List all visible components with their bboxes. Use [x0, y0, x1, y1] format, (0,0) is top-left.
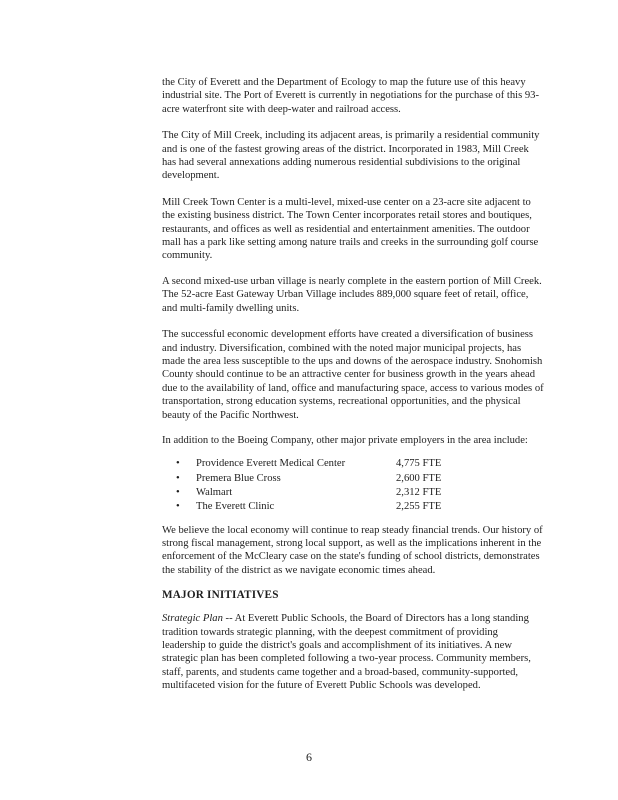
list-item: [162, 472, 544, 486]
section-heading: MAJOR INITIATIVES: [162, 589, 279, 602]
bullet-icon: •: [176, 472, 180, 484]
paragraph-mill-creek: The City of Mill Creek, including its adjacent areas, is primarily a residential community and is one of the fastest growing areas of the district. Incorporated in 1983, Mill Creek has had several annexations adding numerous residential subdivisions to the original development.: [162, 130, 540, 182]
list-item: [162, 500, 544, 514]
employer-name: Providence Everett Medical Center: [196, 458, 346, 470]
page-number: 6: [306, 750, 312, 764]
paragraph-urban-village: A second mixed-use urban village is nearly complete in the eastern portion of Mill Creek. The 52-acre East Gateway Urban Village includes 889,000 square feet of retail, office, and multi-family dwelling units.: [162, 275, 542, 314]
paragraph-port-of-everett: the City of Everett and the Department of Ecology to map the future use of this heavy industrial site. The Port of Everett is currently in negotiations for the purchase of this 93-acre waterfront site with deep-water and railroad access.: [162, 77, 539, 115]
bullet-icon: •: [176, 486, 180, 498]
strategic-plan-text: -- At Everett Public Schools, the Board of Directors has a long standing tradition towards strategic planning, with the deepest commitment of providing leadership to guide the district's goals and accomplishment of its initiatives. A new strategic plan has been completed following a two-year process. Community members, staff, parents, and students came together and a broad-based, community-supported, multifaceted vision for the future of Everett Public Schools was developed.: [162, 613, 531, 692]
employer-fte: 4,775 FTE: [396, 458, 442, 470]
document-body: [162, 76, 544, 693]
employer-name: The Everett Clinic: [196, 501, 275, 513]
bullet-icon: •: [176, 458, 180, 470]
bullet-icon: •: [176, 501, 180, 513]
list-item: [162, 486, 544, 500]
employers-list: [162, 457, 544, 514]
employer-fte: 2,255 FTE: [396, 501, 442, 513]
employer-fte: 2,600 FTE: [396, 472, 442, 484]
strategic-plan-title: Strategic Plan: [162, 613, 223, 625]
employer-name: Premera Blue Cross: [196, 472, 281, 484]
paragraph-economic-outlook: We believe the local economy will continue to reap steady financial trends. Our history of strong fiscal management, strong local support, as well as the implications inherent in the enforcement of the McCleary case on the state's funding of school districts, demonstrates the stability of the district as we navigate economic times ahead.: [162, 524, 543, 576]
paragraph-employers-intro: In addition to the Boeing Company, other major private employers in the area include:: [162, 434, 528, 446]
employer-name: Walmart: [196, 486, 233, 498]
employer-fte: 2,312 FTE: [396, 486, 442, 498]
paragraph-economic-development: The successful economic development efforts have created a diversification of business and industry. Diversification, combined with the noted major municipal projects, has made the area less susceptible to the ups and downs of the aerospace industry. Snohomish County should continue to be an attractive center for business growth in the years ahead due to the availability of land, office and manufacturing space, access to various modes of transportation, strong education systems, recreational opportunities, and the physical beauty of the Pacific Northwest.: [162, 329, 544, 421]
list-item: [162, 457, 544, 471]
paragraph-town-center: Mill Creek Town Center is a multi-level, mixed-use center on a 23-acre site adjacent to the existing business district. The Town Center incorporates retail stores and boutiques, restaurants, and offices as well as residential and entertainment amenities. The outdoor mall has a park like setting among nature trails and creeks in the surrounding golf course community.: [162, 196, 539, 262]
paragraph-strategic-plan: [162, 612, 544, 692]
